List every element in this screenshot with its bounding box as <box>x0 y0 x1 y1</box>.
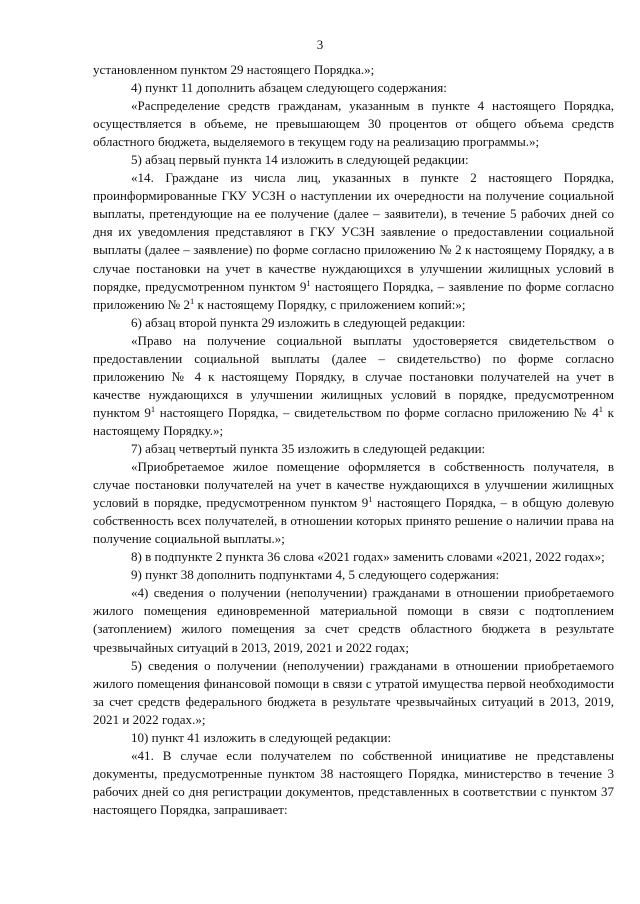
paragraph <box>93 97 614 151</box>
paragraph <box>93 747 614 819</box>
text-run: 7) абзац четвертый пункта 35 изложить в следующей редакции: <box>131 440 486 456</box>
paragraph <box>93 79 614 97</box>
text-run: 4) пункт 11 дополнить абзацем следующего содержания: <box>131 80 447 96</box>
text-run: настоящего Порядка, – в общую долевую собственность всех получателей, в отношении которых принято решение о наличии права на получение социальной выплаты.»; <box>93 495 614 547</box>
paragraph <box>93 151 614 169</box>
text-run: «14. Граждане из числа лиц, указанных в пункте 2 настоящего Порядка, проинформированные ГКУ УСЗН о наступлении их очередности на получение социальной выплаты, претендующие на ее получение (далее – заявители), в течение 5 рабочих дней со дня их уведомления представляют в ГКУ УСЗН заявление о предоставлении социальной выплаты (далее – заявление) по форме согласно приложению № 2 к настоящему Порядку, а в случае постановки на учет в качестве нуждающихся в улучшении жилищных условий в порядке, предусмотренном пунктом 9 <box>93 170 614 294</box>
superscript: 1 <box>368 494 373 505</box>
paragraph <box>93 657 614 729</box>
superscript: 1 <box>598 403 604 414</box>
paragraph <box>93 729 614 747</box>
text-run: к настоящему Порядку, с приложением копий:»; <box>194 296 466 312</box>
superscript: 1 <box>306 277 311 288</box>
superscript: 1 <box>190 295 195 306</box>
page-number: 3 <box>316 37 324 52</box>
text-run: «Приобретаемое жилое помещение оформляется в собственность получателя, в случае постановки получателей на учет в качестве нуждающихся в улучшении жилищных условий в порядке, предусмотренном пунктом 9 <box>93 459 614 511</box>
text-run: «4) сведения о получении (неполучении) гражданами в отношении приобретаемого жилого помещения единовременной материальной помощи в связи с подтоплением (затоплением) жилого помещения за счет средств областного бюджета в результате чрезвычайных ситуаций в 2013, 2019, 2021 и 2022 годах; <box>93 585 614 655</box>
text-run: 10) пункт 41 изложить в следующей редакции: <box>131 729 392 745</box>
text-run: 5) абзац первый пункта 14 изложить в следующей редакции: <box>131 152 469 168</box>
paragraph <box>93 332 614 440</box>
paragraph <box>93 458 614 548</box>
text-run: 5) сведения о получении (неполучении) гражданами в отношении приобретаемого жилого помещения финансовой помощи в связи с утратой имущества первой необходимости за счет средств федерального бюджета в результате чрезвычайных ситуаций в 2013, 2019, 2021 и 2022 годах.»; <box>93 657 614 727</box>
paragraph <box>93 169 614 313</box>
paragraph <box>93 314 614 332</box>
paragraph <box>93 61 614 79</box>
superscript: 1 <box>150 403 156 414</box>
text-run: «41. В случае если получателем по собственной инициативе не представлены документы, предусмотренные пунктом 38 настоящего Порядка, министерство в течение 3 рабочих дней со дня регистрации документов, представленных в соответствии с пунктом 37 настоящего Порядка, запрашивает: <box>93 747 614 817</box>
text-run: установленном пунктом 29 настоящего Порядка.»; <box>93 62 375 77</box>
text-run: «Право на получение социальной выплаты удостоверяется свидетельством о предоставлении социальной выплаты (далее – свидетельство) по форме согласно приложению № 4 к настоящему Порядку, в случае постановки получателей на учет в качестве нуждающихся в улучшении жилищных условий в порядке, предусмотренном пунктом 9 <box>93 332 614 420</box>
paragraph <box>93 566 614 584</box>
text-run: 8) в подпункте 2 пункта 36 слова «2021 годах» заменить словами «2021, 2022 годах»; <box>131 549 605 565</box>
document-body <box>93 61 614 819</box>
text-run: «Распределение средств гражданам, указанным в пункте 4 настоящего Порядка, осуществляется в объеме, не превышающем 30 процентов от общего объема средств областного бюджета, выделяемого в текущем году на реализацию программы.»; <box>93 98 614 150</box>
text-run: настоящего Порядка, – заявление по форме согласно приложению № 2 <box>93 278 614 312</box>
text-run: 9) пункт 38 дополнить подпунктами 4, 5 следующего содержания: <box>131 567 500 583</box>
text-run: к настоящему Порядку.»; <box>93 404 614 438</box>
text-run: 6) абзац второй пункта 29 изложить в следующей редакции: <box>131 314 466 330</box>
paragraph <box>93 548 614 566</box>
paragraph <box>93 584 614 656</box>
paragraph <box>93 440 614 458</box>
text-run: настоящего Порядка, – свидетельством по форме согласно приложению № 4 <box>155 404 599 420</box>
